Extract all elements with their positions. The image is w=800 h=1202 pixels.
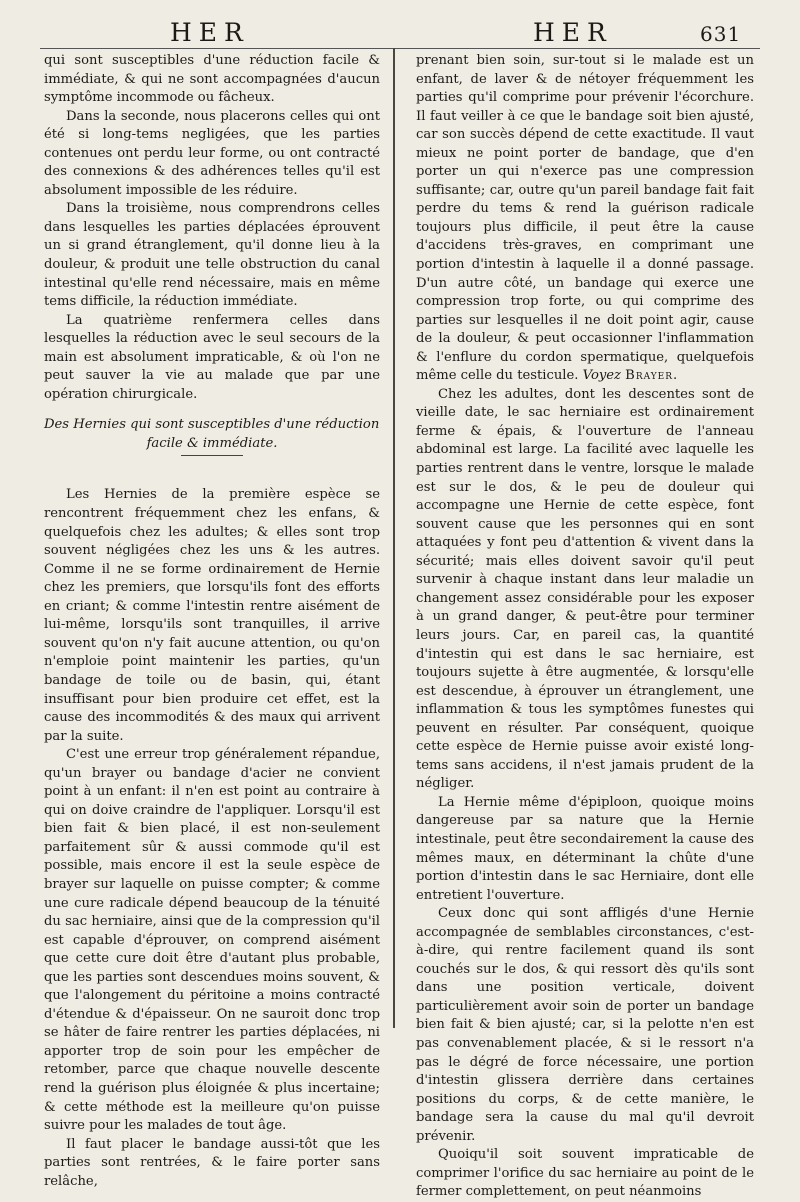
paragraph: La quatrième renfermera celles dans lesquelles la réduction avec le seul secours de la main est absolument impraticable, & où l'on ne peut sauver la vie au malade que par une opération chirurgicale. bbox=[44, 312, 380, 402]
column-divider bbox=[393, 48, 395, 1028]
page-number: 631 bbox=[700, 22, 742, 46]
paragraph: Quoiqu'il soit souvent impraticable de comprimer l'orifice du sac herniaire au point de le fermer complettement, on peut néanmoins bbox=[416, 1147, 754, 1200]
section-heading-line-2: facile & immédiate. bbox=[146, 435, 278, 451]
paragraph: qui sont susceptibles d'une réduction facile & immédiate, & qui ne sont accompagnées d'aucun symptôme incommode ou fâcheux. bbox=[44, 53, 380, 106]
paragraph: Il faut placer le bandage aussi-tôt que les parties sont rentrées, & le faire porter sans relâche, bbox=[44, 1136, 380, 1189]
running-head-left: HER bbox=[170, 18, 250, 47]
header-rule bbox=[40, 48, 760, 49]
right-column bbox=[416, 52, 754, 1202]
paragraph bbox=[416, 52, 754, 386]
cross-reference-link: Brayer. bbox=[625, 368, 679, 384]
paragraph: Ceux donc qui sont affligés d'une Hernie accompagnée de semblables circonstances, c'est-à-dire, qui rentre facilement quand ils sont couchés sur le dos, & qui ressort dès qu'ils sont dans une position verticale, doivent particulièrement avoir soin de porter un bandage bien fait & bien ajusté; car, si la pelotte n'en est pas convenablement placée, & si le ressort n'a pas le dégré de force nécessaire, une portion d'intestin glissera derrière dans certaines positions du corps, & de cette manière, le bandage sera la cause du mal qu'il devroit prévenir. bbox=[416, 906, 754, 1144]
paragraph: Chez les adultes, dont les descentes sont de vieille date, le sac herniaire est ordinairement ferme & épais, & l'ouverture de l'anneau abdominal est large. La facilité avec laquelle les parties rentrent dans le ventre, lorsque le malade est sur le dos, & le peu de douleur qui accompagne une Hernie de cette espèce, font souvent cause que les personnes qui en sont attaquées y font peu d'attention & vivent dans la sécurité; mais elles doivent savoir qu'il peut survenir à chaque instant dans leur maladie un changement assez considérable pour les exposer à un grand danger, & peut-être pour terminer leurs jours. Car, en pareil cas, la quantité d'intestin qui est dans le sac herniaire, est toujours sujette à être augmentée, & lorsqu'elle est descendue, à éprouver un étranglement, une inflammation & tous les symptômes funestes qui peuvent en résulter. Par conséquent, quoique cette espèce de Hernie puisse avoir existé long-tems sans accidens, il n'est jamais prudent de la négliger. bbox=[416, 386, 754, 792]
running-head-right: HER bbox=[533, 18, 613, 47]
section-rule bbox=[181, 455, 243, 456]
paragraph: C'est une erreur trop généralement répandue, qu'un brayer ou bandage d'acier ne convient point à un enfant: il n'en est point au contraire à qui on doive craindre de l'appliquer. Lorsqu'il est bien fait & bien placé, il est non-seulement parfaitement sûr & aussi commode qu'il est possible, mais encore il est la seule espèce de brayer sur laquelle on puisse compter; & comme une cure radicale dépend beaucoup de la ténuité du sac herniaire, ainsi que de la compression qu'il est capable d'éprouver, on comprend aisément que cette cure doit être d'autant plus probable, que les parties sont descendues moins souvent, & que l'alongement du péritoine a moins contracté d'étendue & d'épaisseur. On ne sauroit donc trop se hâter de faire rentrer les parties déplacées, ni apporter trop de soin pour les empêcher de retomber, parce que chaque nouvelle descente rend la guérison plus éloignée & plus incertaine; & cette méthode est la meilleure qu'on puisse suivre pour les malades de tout âge. bbox=[44, 747, 380, 1134]
cross-reference-voyez: Voyez bbox=[582, 368, 621, 384]
paragraph: Les Hernies de la première espèce se rencontrent fréquemment chez les enfans, & quelquefois chez les adultes; & elles sont trop souvent négligées chez les uns & les autres. Comme il ne se forme ordinairement de Hernie chez les premiers, que lorsqu'ils font des efforts en criant; & comme l'intestin rentre aisément de lui-même, lorsqu'ils sont tranquilles, il arrive souvent qu'on n'y fait aucune attention, ou qu'on n'emploie point maintenir les parties, qu'un bandage de toile ou de basin, qui, étant insuffisant pour bien produire cet effet, est la cause des incommodités & des maux qui arrivent par la suite. bbox=[44, 487, 380, 744]
paragraph: Dans la troisième, nous comprendrons celles dans lesquelles les parties déplacées éprouvent un si grand étranglement, qu'il donne lieu à la douleur, & produit une telle obstruction du canal intestinal qu'elle rend nécessaire, mais en même tems difficile, la réduction immédiate. bbox=[44, 201, 380, 310]
paragraph-text: prenant bien soin, sur-tout si le malade est un enfant, de laver & de nétoyer fréquemment les parties qu'il comprime pour prévenir l'écorchure. Il faut veiller à ce que le bandage soit bien ajusté, car son succès dépend de cette exactitude. Il vaut mieux ne point porter de bandage, que d'en porter un qui n'exerce pas une compression suffisante; car, outre qu'un pareil bandage fait fait perdre du tems & rend la guérison radicale toujours plus difficile, il peut être la cause d'accidens très-graves, en comprimant une portion d'intestin à laquelle il a donné passage. D'un autre côté, un bandage qui exerce une compression trop forte, ou qui comprime des parties sur lesquelles il ne doit point agir, cause de la douleur, & peut occasionner l'inflammation & l'enflure du cordon spermatique, quelquefois même celle du testicule. bbox=[416, 53, 754, 384]
section-heading-line-1: Des Hernies qui sont susceptibles d'une réduction bbox=[44, 417, 380, 433]
left-column bbox=[44, 52, 380, 1191]
paragraph: Dans la seconde, nous placerons celles qui ont été si long-tems negligées, que les parties contenues ont perdu leur forme, ou ont contracté des connexions & des adhérences telles qu'il est absolument impossible de les réduire. bbox=[44, 108, 380, 198]
paragraph: La Hernie même d'épiploon, quoique moins dangereuse par sa nature que la Hernie intestinale, peut être secondairement la cause des mêmes maux, en déterminant la chûte d'une portion d'intestin dans le sac Herniaire, dont elle entretient l'ouverture. bbox=[416, 794, 754, 903]
section-heading bbox=[44, 416, 380, 453]
